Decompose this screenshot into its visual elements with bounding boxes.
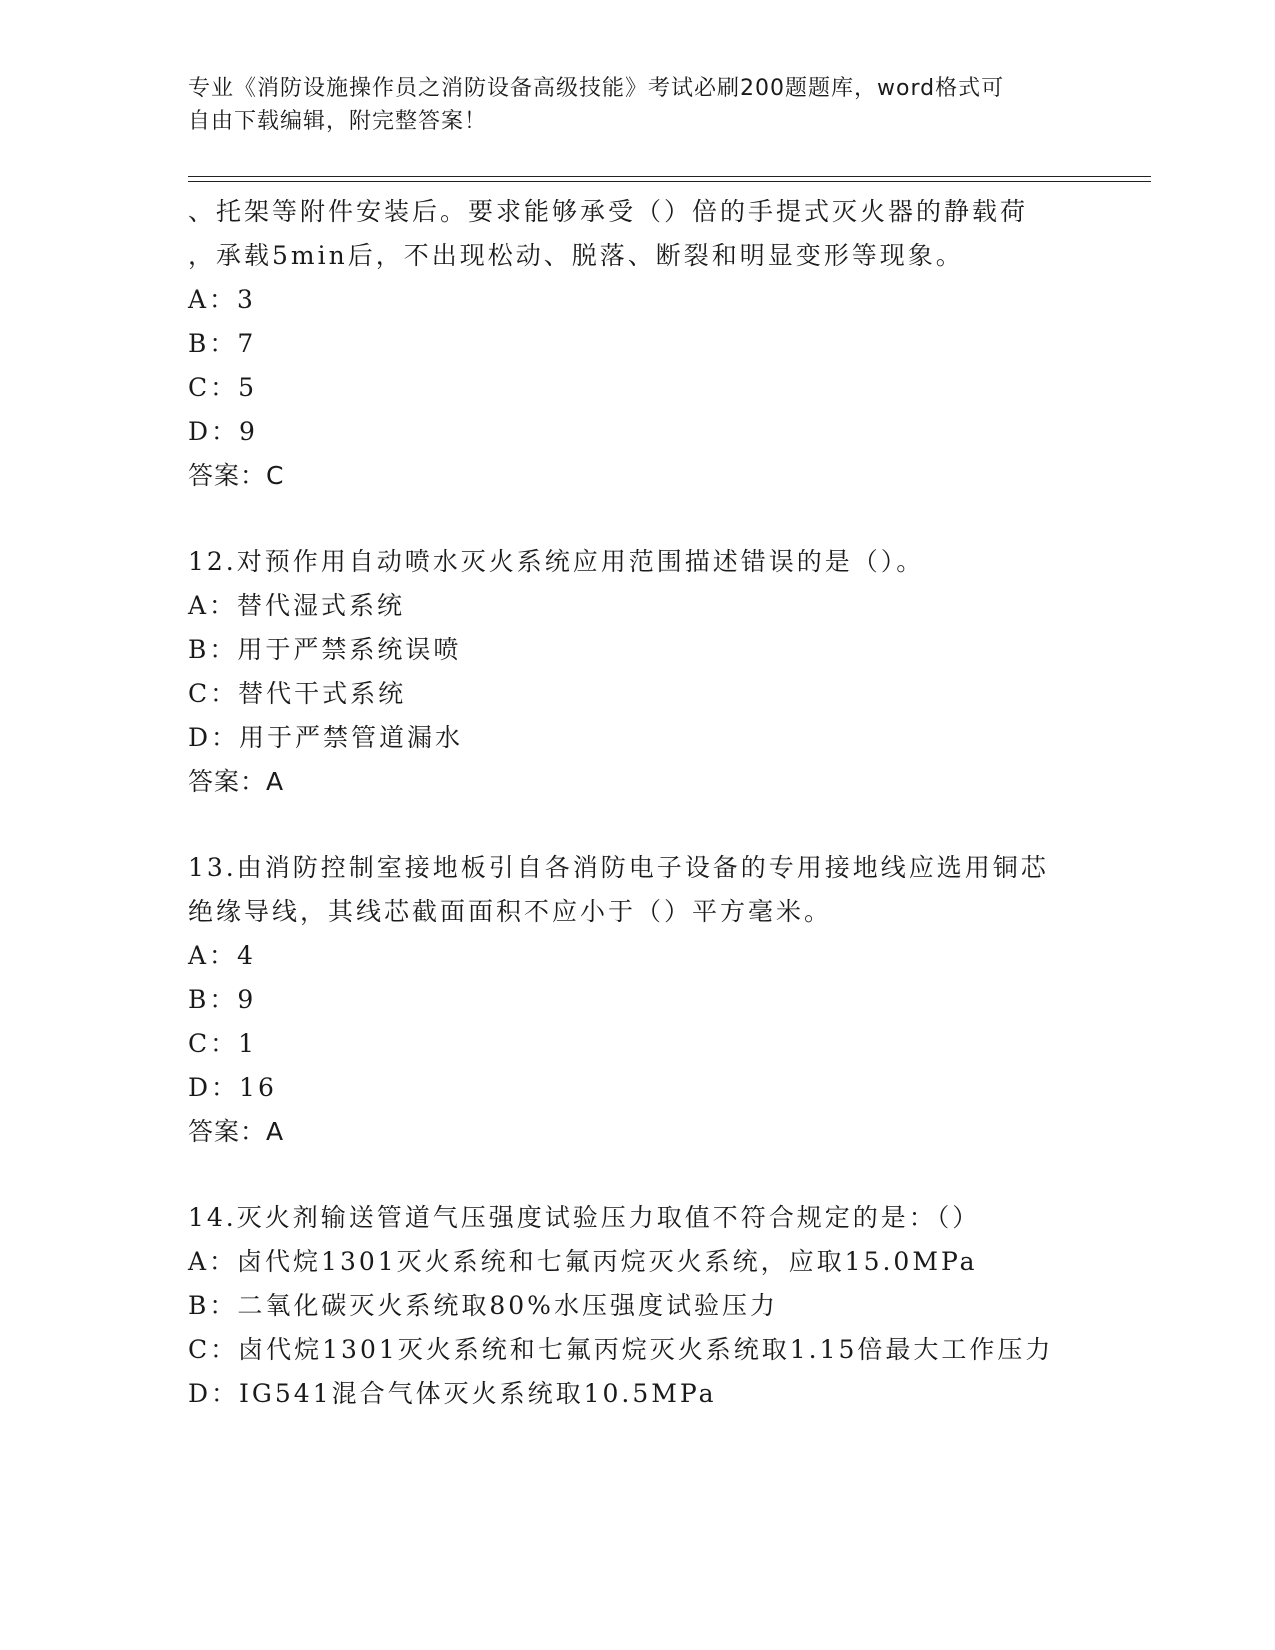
q14-option-d: D：IG541混合气体灭火系统取10.5MPa [188, 1379, 717, 1408]
q12-option-b: B：用于严禁系统误喷 [188, 635, 462, 664]
q12-option-c: C：替代干式系统 [188, 679, 407, 708]
header-rule-bottom [188, 181, 1151, 182]
q12-answer: 答案：A [188, 767, 285, 796]
q13-option-c: C：1 [188, 1029, 258, 1058]
header-line-2: 自由下载编辑，附完整答案！ [188, 109, 488, 134]
q14-option-c: C：卤代烷1301灭火系统和七氟丙烷灭火系统取1.15倍最大工作压力 [188, 1335, 1054, 1364]
q11-stem-line-2: ，承载5min后，不出现松动、脱落、断裂和明显变形等现象。 [188, 241, 964, 270]
q13-stem-line-1: 13.由消防控制室接地板引自各消防电子设备的专用接地线应选用铜芯 [188, 853, 1049, 882]
q14-option-a: A：卤代烷1301灭火系统和七氟丙烷灭火系统，应取15.0MPa [188, 1247, 978, 1276]
q11-option-c: C：5 [188, 373, 258, 402]
q13-option-b: B：9 [188, 985, 257, 1014]
q14-stem-line-1: 14.灭火剂输送管道气压强度试验压力取值不符合规定的是：（） [188, 1203, 981, 1232]
header-line-1: 专业《消防设施操作员之消防设备高级技能》考试必刷200题题库，word格式可 [188, 76, 1005, 101]
q13-answer: 答案：A [188, 1117, 285, 1146]
q12-stem-line-1: 12.对预作用自动喷水灭火系统应用范围描述错误的是（）。 [188, 547, 925, 576]
header-rule-top [188, 176, 1151, 177]
q11-option-d: D：9 [188, 417, 258, 446]
q13-option-a: A：4 [188, 941, 256, 970]
q12-option-d: D：用于严禁管道漏水 [188, 723, 464, 752]
q12-option-a: A：替代湿式系统 [188, 591, 406, 620]
q11-stem-line-1: 、托架等附件安装后。要求能够承受（）倍的手提式灭火器的静载荷 [188, 197, 1029, 226]
q13-option-d: D：16 [188, 1073, 277, 1102]
document-header [188, 72, 1088, 138]
q11-answer: 答案：C [188, 461, 285, 490]
q14-option-b: B：二氧化碳灭火系统取80%水压强度试验压力 [188, 1291, 778, 1320]
q13-stem-line-2: 绝缘导线，其线芯截面面积不应小于（）平方毫米。 [188, 897, 833, 926]
q11-option-b: B：7 [188, 329, 257, 358]
q11-option-a: A：3 [188, 285, 256, 314]
